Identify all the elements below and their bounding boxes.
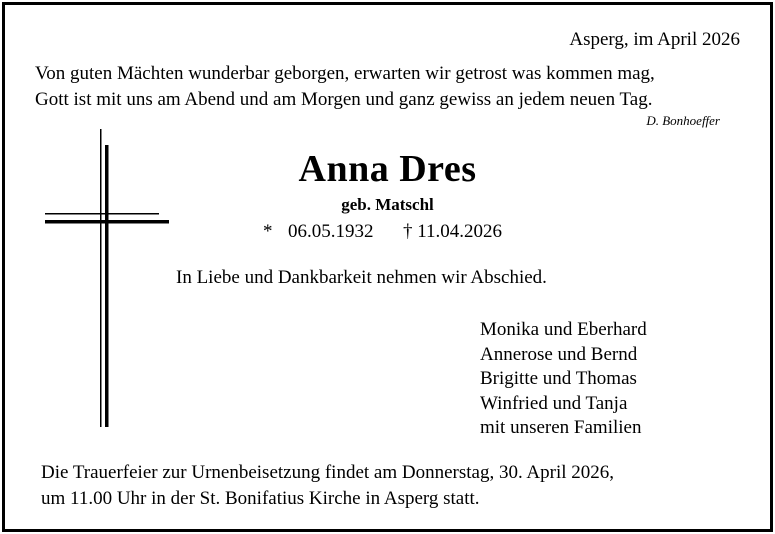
mourner-item: Annerose und Bernd [480, 343, 638, 365]
service-line: Die Trauerfeier zur Urnenbeisetzung findet am Donnerstag, 30. April 2026, [41, 462, 615, 483]
deceased-name: Anna Dres [298, 148, 477, 190]
farewell-text: In Liebe und Dankbarkeit nehmen wir Abschied. [176, 267, 547, 288]
mourner-item: Winfried und Tanja [480, 392, 628, 414]
poem-line: Von guten Mächten wunderbar geborgen, erwarten wir getrost was kommen mag, [35, 63, 655, 84]
birth-symbol: * [263, 221, 273, 242]
mourners-list [480, 318, 647, 441]
maiden-name: geb. Matschl [341, 195, 434, 214]
birth-date: 06.05.1932 [288, 221, 374, 242]
life-dates [263, 221, 502, 243]
poem [35, 61, 740, 113]
mourner-item: Brigitte und Thomas [480, 368, 637, 389]
service-info [41, 460, 614, 511]
service-line: um 11.00 Uhr in der St. Bonifatius Kirche in Asperg statt. [41, 487, 480, 509]
poem-author: D. Bonhoeffer [646, 113, 720, 128]
death-date: 11.04.2026 [417, 221, 503, 242]
poem-line: Gott ist mit uns am Abend und am Morgen und ganz gewiss an jedem neuen Tag. [35, 89, 653, 110]
death-symbol: † [403, 221, 413, 242]
place-date: Asperg, im April 2026 [569, 29, 740, 50]
mourner-item: mit unseren Familien [480, 417, 642, 438]
mourner-item: Monika und Eberhard [480, 319, 647, 340]
obituary-notice [2, 2, 773, 532]
